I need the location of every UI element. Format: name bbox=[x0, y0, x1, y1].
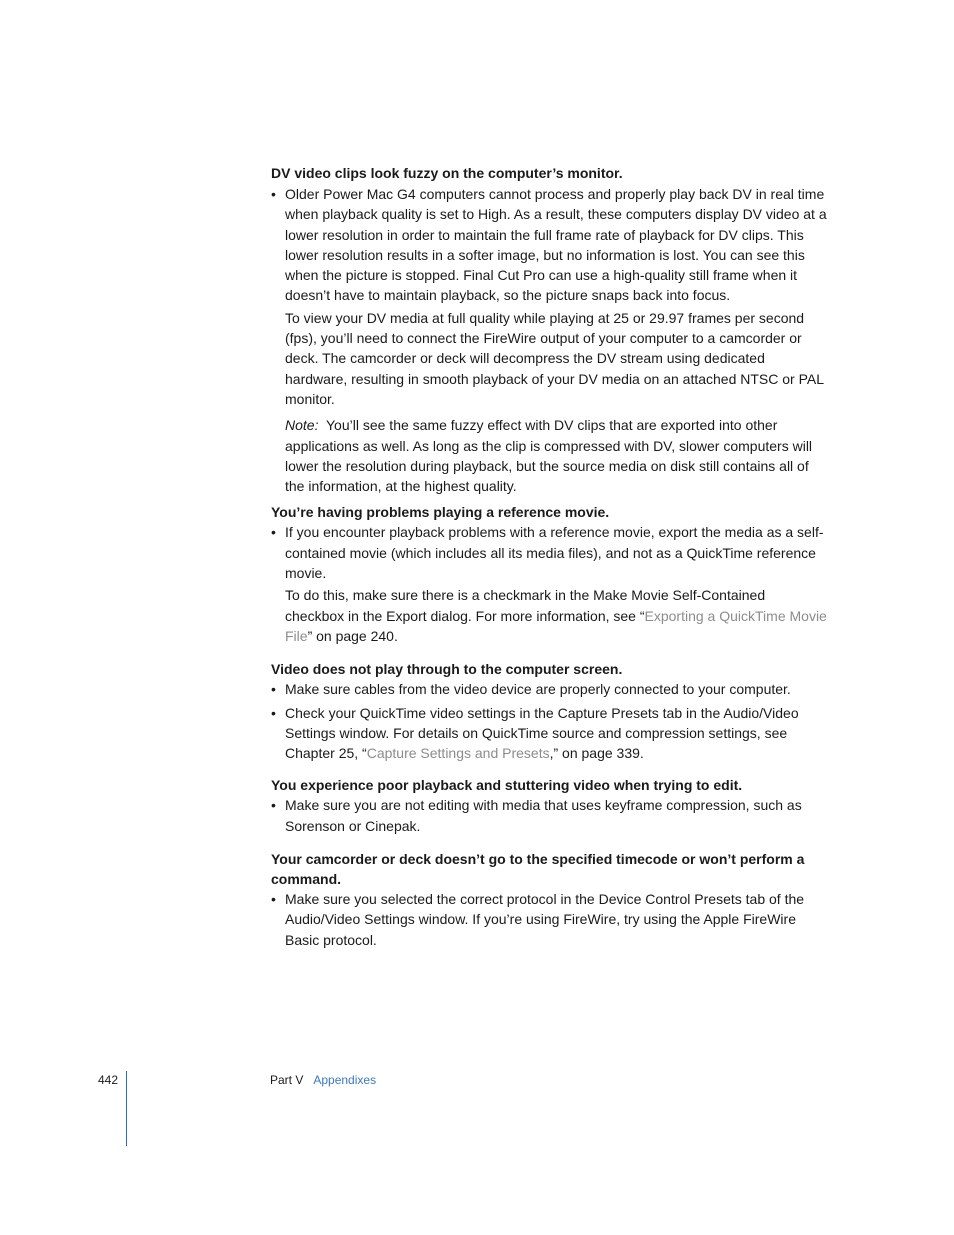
section-poor-playback bbox=[271, 775, 827, 836]
bullet-item bbox=[271, 703, 827, 764]
page-content bbox=[271, 163, 827, 950]
footer-part bbox=[270, 1073, 376, 1087]
link-capture-settings[interactable]: Capture Settings and Presets bbox=[366, 745, 550, 762]
part-title-link[interactable]: Appendixes bbox=[313, 1073, 377, 1087]
bullet-text: Check your QuickTime video settings in the Capture Presets tab in the Audio/Video Settings window. For details on QuickTime source and compression settings, see Chapter 25, “ bbox=[285, 704, 799, 762]
section-heading: Your camcorder or deck doesn’t go to the specified timecode or won’t perform a command. bbox=[271, 851, 805, 888]
note-label: Note: bbox=[285, 417, 319, 434]
section-video-not-playing bbox=[271, 659, 827, 763]
section-reference-movie bbox=[271, 502, 827, 646]
link-exporting-quicktime[interactable]: Exporting a QuickTime Movie File bbox=[285, 607, 827, 644]
bullet-item: • Older Power Mac G4 computers cannot process and properly play back DV in real time when playback quality is set to High. As a result, these computers display DV video at a lower resolution in order to maintain the full frame rate of playback for DV clips. This lower resolution results in a softer image, but no information is lost. You can see this when the picture is stopped. Final Cut Pro can use a high-quality still frame when it doesn’t have to maintain playback, so the picture snaps back into focus. bbox=[271, 184, 827, 306]
footer-divider bbox=[126, 1071, 127, 1146]
bullet-item: • Make sure cables from the video device are properly connected to your computer. bbox=[271, 679, 827, 699]
section-heading: You experience poor playback and stuttering video when trying to edit. bbox=[271, 777, 743, 794]
body-paragraph bbox=[271, 585, 827, 646]
bullet-text: ,” on page 339. bbox=[549, 745, 644, 762]
section-dv-fuzzy bbox=[271, 163, 827, 496]
section-heading: You’re having problems playing a reference movie. bbox=[271, 504, 610, 521]
body-paragraph: To view your DV media at full quality while playing at 25 or 29.97 frames per second (fps), you’ll need to connect the FireWire output of your computer to a camcorder or deck. The camcorder or deck will decompress the DV stream using dedicated hardware, resulting in smooth playback of your DV media on an attached NTSC or PAL monitor. bbox=[285, 309, 824, 407]
page-number: 442 bbox=[98, 1073, 119, 1087]
section-camcorder-timecode bbox=[271, 849, 827, 950]
note-paragraph bbox=[271, 415, 827, 496]
para-text: ” on page 240. bbox=[307, 627, 398, 644]
section-heading: DV video clips look fuzzy on the computer’s monitor. bbox=[271, 165, 623, 181]
section-heading: Video does not play through to the computer screen. bbox=[271, 661, 623, 678]
part-label: Part V bbox=[270, 1073, 304, 1087]
para-text: To do this, make sure there is a checkmark in the Make Movie Self-Contained checkbox in the Export dialog. For more information, see “ bbox=[285, 587, 766, 624]
bullet-item: • Make sure you are not editing with media that uses keyframe compression, such as Sorenson or Cinepak. bbox=[271, 795, 827, 836]
bullet-item: • If you encounter playback problems with a reference movie, export the media as a self-contained movie (which includes all its media files), and not as a QuickTime reference movie. bbox=[271, 522, 827, 583]
note-text: You’ll see the same fuzzy effect with DV clips that are exported into other applications as well. As long as the clip is compressed with DV, slower computers will lower the resolution during playback, but the source media on disk still contains all of the information, at the highest quality. bbox=[285, 417, 813, 495]
bullet-item: • Make sure you selected the correct protocol in the Device Control Presets tab of the Audio/Video Settings window. If you’re using FireWire, try using the Apple FireWire Basic protocol. bbox=[271, 889, 827, 950]
